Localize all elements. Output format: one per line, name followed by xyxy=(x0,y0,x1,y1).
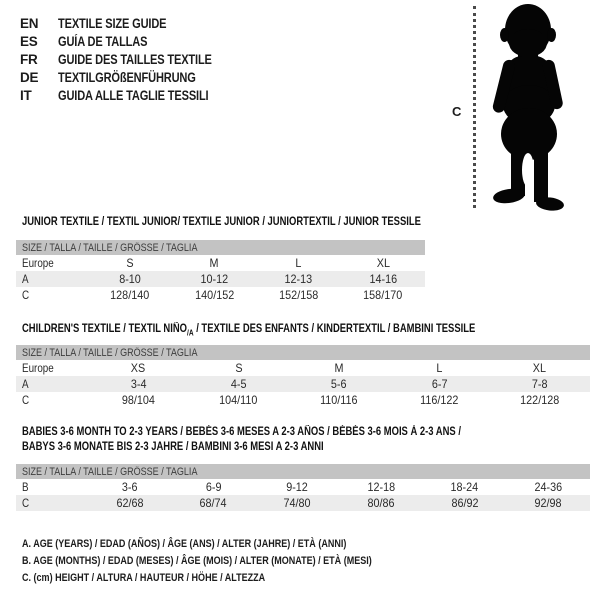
language-row xyxy=(20,50,246,68)
size-cell: 110/116 xyxy=(320,393,358,407)
language-code: EN xyxy=(20,15,39,31)
row-label-cell: Europe xyxy=(22,361,54,375)
row-label-cell: C xyxy=(22,496,30,510)
size-cell: 9-12 xyxy=(286,480,308,494)
size-cell: XL xyxy=(533,361,547,375)
size-cell: 140/152 xyxy=(194,288,234,302)
language-code: ES xyxy=(20,33,38,49)
junior-size-table xyxy=(16,240,425,303)
children-section-title xyxy=(22,322,575,340)
size-cell: 122/128 xyxy=(520,393,560,407)
size-cell: 74/80 xyxy=(283,496,311,510)
language-code: FR xyxy=(20,51,38,67)
size-cell: 4-5 xyxy=(230,377,247,391)
size-cell: 6-7 xyxy=(431,377,448,391)
table-row xyxy=(16,360,590,376)
size-cell: 104/110 xyxy=(219,393,258,407)
size-cell: 152/158 xyxy=(279,288,319,302)
size-cell: 18-24 xyxy=(450,480,479,494)
size-cell: 128/140 xyxy=(110,288,150,302)
size-cell: S xyxy=(126,256,134,270)
figure-height-dotted-line xyxy=(473,6,476,208)
size-cell: 6-9 xyxy=(205,480,222,494)
figure-height-label: C xyxy=(452,104,462,119)
size-cell: XL xyxy=(376,256,390,270)
size-cell: 3-6 xyxy=(122,480,138,494)
language-label: TEXTILGRÖßENFÜHRUNG xyxy=(58,69,196,85)
table-row xyxy=(16,479,590,495)
children-size-table xyxy=(16,345,590,408)
row-label-cell: A xyxy=(22,377,29,391)
size-cell: 62/68 xyxy=(116,496,144,510)
size-header-text: SIZE / TALLA / TAILLE / GRÖSSE / TAGLIA xyxy=(22,465,198,478)
size-table-header xyxy=(16,240,425,255)
row-label-cell: B xyxy=(22,480,29,494)
language-row xyxy=(20,32,246,50)
size-cell: 86/92 xyxy=(451,496,479,510)
language-list xyxy=(20,14,246,104)
size-cell: 14-16 xyxy=(369,272,397,286)
legend-line-height: C. (cm) HEIGHT / ALTURA / HAUTEUR / HÖHE / ALTEZZA xyxy=(22,572,266,584)
language-row xyxy=(20,14,246,32)
size-cell: 3-4 xyxy=(130,377,147,391)
size-table-header xyxy=(16,345,590,360)
children-title-text: CHILDREN'S TEXTILE / TEXTIL $NIÑO_{/A}$ / TEXTILE DES ENFANTS / KINDERTEXTIL / BAMBINI TESSILE xyxy=(22,323,476,338)
table-row xyxy=(16,287,425,303)
table-row xyxy=(16,392,590,408)
size-cell: 10-12 xyxy=(200,272,229,286)
table-row xyxy=(16,376,590,392)
size-cell: 92/98 xyxy=(534,496,562,510)
language-label: GUIDA ALLE TAGLIE TESSILI xyxy=(58,87,209,103)
babies-section-title xyxy=(22,425,557,455)
size-cell: XS xyxy=(130,361,146,375)
size-header-text: SIZE / TALLA / TAILLE / GRÖSSE / TAGLIA xyxy=(22,346,198,359)
size-cell: M xyxy=(209,256,219,270)
legend xyxy=(22,538,449,589)
size-cell: 68/74 xyxy=(199,496,228,510)
row-label-cell: Europe xyxy=(22,256,54,270)
size-cell: 7-8 xyxy=(532,377,548,391)
size-cell: L xyxy=(295,256,302,270)
size-cell: 80/86 xyxy=(367,496,395,510)
row-label-cell: A xyxy=(22,272,29,286)
language-code: IT xyxy=(20,87,32,103)
size-cell: 12-13 xyxy=(284,272,313,286)
size-cell: 5-6 xyxy=(331,377,347,391)
babies-size-table xyxy=(16,464,590,511)
size-cell: 116/122 xyxy=(420,393,459,407)
toddler-silhouette-icon xyxy=(478,2,582,216)
table-row xyxy=(16,255,425,271)
size-cell: 12-18 xyxy=(367,480,395,494)
language-label: GUÍA DE TALLAS xyxy=(58,33,148,49)
language-row xyxy=(20,68,246,86)
size-cell: 98/104 xyxy=(121,393,155,407)
size-header-text: SIZE / TALLA / TAILLE / GRÖSSE / TAGLIA xyxy=(22,241,198,254)
language-row xyxy=(20,86,246,104)
legend-line-age-years: A. AGE (YEARS) / EDAD (AÑOS) / ÂGE (ANS) / ALTER (JAHRE) / ETÀ (ANNI) xyxy=(22,538,347,550)
language-label: GUIDE DES TAILLES TEXTILE xyxy=(58,51,212,67)
junior-section-title xyxy=(22,215,508,229)
row-label-cell: C xyxy=(22,393,30,407)
size-cell: 158/170 xyxy=(363,288,403,302)
babies-title-line2: BABYS 3-6 MONATE BIS 2-3 JAHRE / BAMBINI 3-6 MESI A 2-3 ANNI xyxy=(22,441,324,453)
size-cell: 24-36 xyxy=(534,480,563,494)
table-row xyxy=(16,495,590,511)
junior-title-text: JUNIOR TEXTILE / TEXTIL JUNIOR/ TEXTILE JUNIOR / JUNIORTEXTIL / JUNIOR TESSILE xyxy=(22,216,421,228)
size-table-header xyxy=(16,464,590,479)
legend-line-age-months: B. AGE (MONTHS) / EDAD (MESES) / ÂGE (MOIS) / ALTER (MONATE) / ETÀ (MESI) xyxy=(22,555,372,567)
row-label-cell: C xyxy=(22,288,30,302)
language-label: TEXTILE SIZE GUIDE xyxy=(58,15,167,31)
table-row xyxy=(16,271,425,287)
size-cell: 8-10 xyxy=(119,272,141,286)
size-cell: S xyxy=(234,361,243,375)
children-title-subscript: /A xyxy=(187,328,194,338)
size-cell: L xyxy=(436,361,443,375)
size-cell: M xyxy=(334,361,344,375)
language-code: DE xyxy=(20,69,39,85)
babies-title-line1: BABIES 3-6 MONTH TO 2-3 YEARS / BEBÉS 3-6 MESES A 2-3 AÑOS / BÉBÉS 3-6 MOIS À 2-3 ANS / xyxy=(22,426,461,438)
